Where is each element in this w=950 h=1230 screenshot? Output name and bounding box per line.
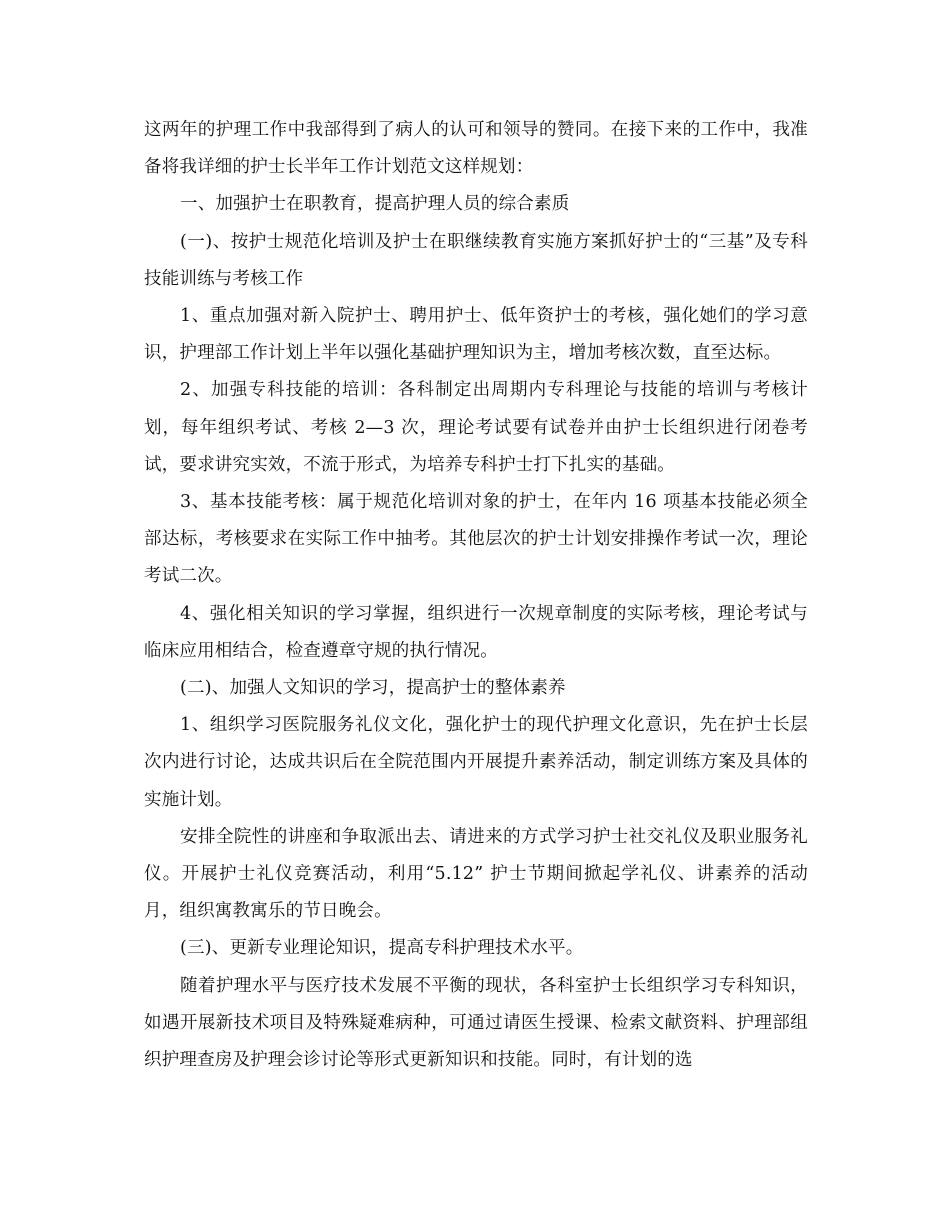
subheading-2: (二)、加强人文知识的学习，提高护士的整体素养: [180, 678, 566, 699]
paragraph-item-3: 3、基本技能考核：属于规范化培训对象的护士，在年内 16 项基本技能必须全部达标，考核要求在实际工作中抽考。其他层次的护士计划安排操作考试一次，理论考试二次。: [144, 492, 808, 587]
paragraph-etiquette-2: 安排全院性的讲座和争取派出去、请进来的方式学习护士社交礼仪及职业服务礼仪。开展护士礼仪竞赛活动，利用“5.12” 护士节期间掀起学礼仪、讲素养的活动月，组织寓教寓乐的节日晚会。: [144, 826, 808, 922]
heading-section-1: 一、加强护士在职教育，提高护理人员的综合素质: [180, 194, 570, 215]
paragraph-knowledge: 随着护理水平与医疗技术发展不平衡的现状，各科室护士长组织学习专科知识，如遇开展新技术项目及特殊疑难病种，可通过请医生授课、检索文献资料、护理部组织护理查房及护理会诊讨论等形式更新知识和技能。同时，有计划的选: [144, 975, 808, 1071]
document-body: [144, 112, 808, 1079]
subheading-3: (三)、更新专业理论知识，提高专科护理技术水平。: [180, 938, 584, 959]
paragraph-intro: 这两年的护理工作中我部得到了病人的认可和领导的赞同。在接下来的工作中，我准备将我详细的护士长半年工作计划范文这样规划：: [144, 120, 808, 178]
paragraph-item-4: 4、强化相关知识的学习掌握，组织进行一次规章制度的实际考核，理论考试与临床应用相结合，检查遵章守规的执行情况。: [144, 603, 808, 661]
paragraph-etiquette-1: 1、组织学习医院服务礼仪文化，强化护士的现代护理文化意识，先在护士长层次内进行讨论，达成共识后在全院范围内开展提升素养活动，制定训练方案及具体的实施计划。: [144, 715, 808, 810]
paragraph-item-1: 1、重点加强对新入院护士、聘用护士、低年资护士的考核，强化她们的学习意识，护理部工作计划上半年以强化基础护理知识为主，增加考核次数，直至达标。: [144, 306, 808, 364]
paragraph-item-2: 2、加强专科技能的培训：各科制定出周期内专科理论与技能的培训与考核计划，每年组织考试、考核 2—3 次，理论考试要有试卷并由护士长组织进行闭卷考试，要求讲究实效，不流于形式，为培养专科护士打下扎实的基础。: [144, 380, 808, 475]
subheading-1: (一)、按护士规范化培训及护士在职继续教育实施方案抓好护士的“三基”及专科技能训练与考核工作: [144, 231, 808, 289]
